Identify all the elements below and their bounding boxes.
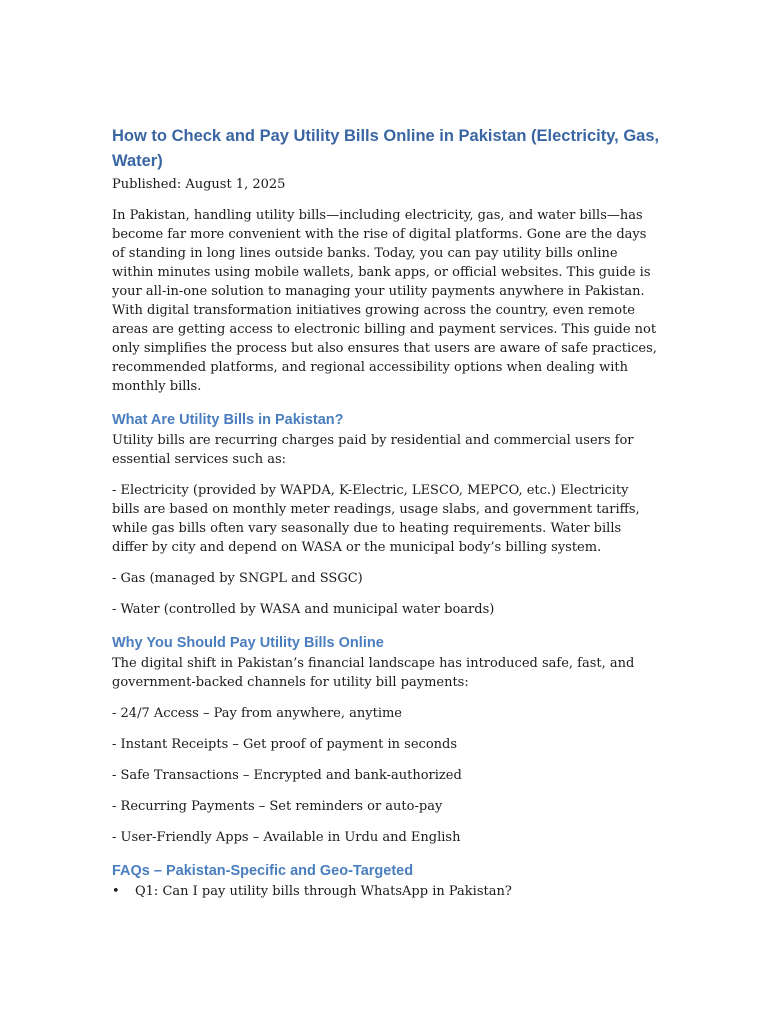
why-item-safe: - Safe Transactions – Encrypted and bank-authorized bbox=[112, 768, 462, 783]
heading-what-are-utility-bills: What Are Utility Bills in Pakistan? bbox=[112, 412, 344, 428]
published-date: Published: August 1, 2025 bbox=[112, 177, 286, 192]
what-lead-paragraph: Utility bills are recurring charges paid by residential and commercial users for essential services such as: bbox=[112, 433, 634, 467]
bullet-icon: • bbox=[112, 884, 120, 899]
intro-paragraph: In Pakistan, handling utility bills—including electricity, gas, and water bills—has become far more convenient with the rise of digital platforms. Gone are the days of standing in long lines outside banks. Today, you can pay utility bills online within minutes using mobile wallets, bank apps, or official websites. This guide is your all-in-one solution to managing your utility payments anywhere in Pakistan. With digital transformation initiatives growing across the country, even remote areas are getting access to electronic billing and payment services. This guide not only simplifies the process but also ensures that users are aware of safe practices, recommended platforms, and regional accessibility options when dealing with monthly bills. bbox=[112, 208, 657, 394]
why-item-receipts: - Instant Receipts – Get proof of payment in seconds bbox=[112, 737, 458, 752]
what-item-electricity: - Electricity (provided by WAPDA, K-Electric, LESCO, MEPCO, etc.) Electricity bills are based on monthly meter readings, usage slabs, and government tariffs, while gas bills often vary seasonally due to heating requirements. Water bills differ by city and depend on WASA or the municipal body’s billing system. bbox=[112, 483, 640, 555]
heading-faqs: FAQs – Pakistan-Specific and Geo-Targeted bbox=[112, 863, 414, 879]
what-item-water: - Water (controlled by WASA and municipal water boards) bbox=[112, 602, 495, 617]
article-title: How to Check and Pay Utility Bills Online in Pakistan (Electricity, Gas, Water) bbox=[112, 127, 660, 170]
what-item-gas: - Gas (managed by SNGPL and SSGC) bbox=[112, 571, 363, 586]
faq-question-1: Q1: Can I pay utility bills through WhatsApp in Pakistan? bbox=[135, 884, 512, 899]
why-item-recurring: - Recurring Payments – Set reminders or auto-pay bbox=[112, 799, 443, 814]
why-item-access: - 24/7 Access – Pay from anywhere, anytime bbox=[112, 706, 403, 721]
document-page bbox=[112, 124, 660, 901]
list-item bbox=[112, 882, 660, 901]
why-lead-paragraph: The digital shift in Pakistan’s financial landscape has introduced safe, fast, and government-backed channels for utility bill payments: bbox=[112, 656, 635, 690]
faq-list bbox=[112, 882, 660, 901]
heading-why-pay-online: Why You Should Pay Utility Bills Online bbox=[112, 635, 384, 651]
why-item-user-friendly: - User-Friendly Apps – Available in Urdu and English bbox=[112, 830, 461, 845]
